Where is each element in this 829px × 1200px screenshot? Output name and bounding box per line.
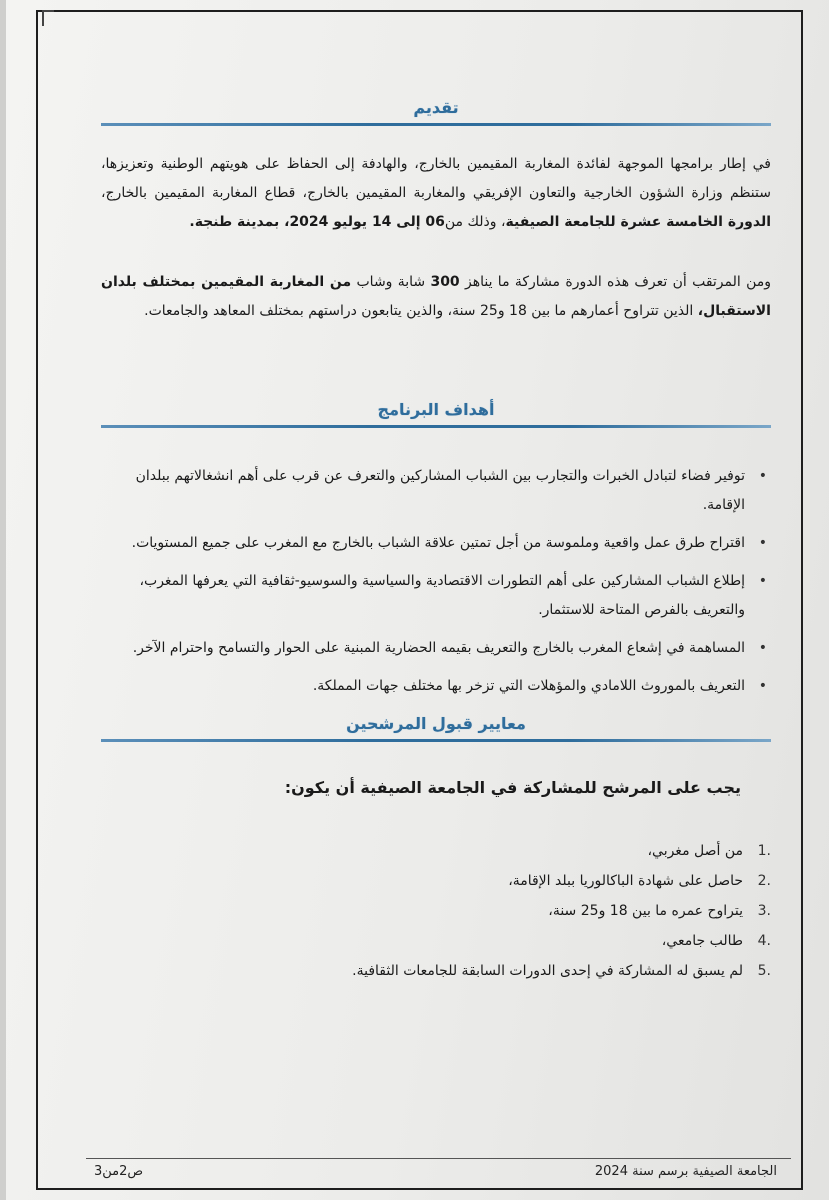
corner-mark — [42, 10, 54, 26]
goal-item: • إطلاع الشباب المشاركين على أهم التطورات الاقتصادية والسياسية والسوسيو-ثقافية التي يعرفها المغرب، والتعريف بالفرص المتاحة للاستثمار. — [101, 567, 771, 625]
footer-title: الجامعة الصيفية برسم سنة 2024 — [594, 1164, 777, 1179]
intro-p2-text: ومن المرتقب أن تعرف هذه الدورة مشاركة ما يناهز — [459, 274, 772, 290]
criteria-rule — [101, 739, 771, 742]
criteria-list — [101, 840, 771, 990]
criteria-text: لم يسبق له المشاركة في إحدى الدورات السابقة للجامعات الثقافية. — [352, 963, 743, 979]
goals-rule — [101, 425, 771, 428]
criteria-text: حاصل على شهادة الباكالوريا ببلد الإقامة، — [508, 873, 743, 889]
criteria-number: 3. — [757, 903, 771, 919]
criteria-text: من أصل مغربي، — [647, 843, 743, 859]
intro-p1-dates: 06 إلى 14 يوليو 2024، بمدينة طنجة. — [189, 214, 445, 230]
criteria-item — [101, 900, 771, 922]
criteria-number: 5. — [757, 963, 771, 979]
criteria-text: طالب جامعي، — [661, 933, 743, 949]
goal-item: • اقتراح طرق عمل واقعية وملموسة من أجل تمتين علاقة الشباب بالخارج مع المغرب على جميع المستويات. — [101, 529, 771, 558]
criteria-item — [101, 930, 771, 952]
criteria-item — [101, 840, 771, 862]
criteria-text: يتراوح عمره ما بين 18 و25 سنة، — [548, 903, 743, 919]
criteria-number: 2. — [757, 873, 771, 889]
intro-title: تقديم — [413, 98, 459, 117]
intro-p2-bold: من المغاربة المقيمين بمختلف بلدان الاستقبال، — [101, 274, 771, 319]
criteria-item — [101, 870, 771, 892]
criteria-number: 4. — [757, 933, 771, 949]
goals-heading — [101, 400, 771, 428]
goals-title: أهداف البرنامج — [377, 400, 495, 419]
intro-rule — [101, 123, 771, 126]
intro-p1-text: في إطار برامجها الموجهة لفائدة المغاربة المقيمين بالخارج، والهادفة إلى الحفاظ على هويتهم الوطنية وتعزيزها، ستنظم وزارة الشؤون الخارجية والتعاون الإفريقي والمغاربة المقيمين بالخارج، قطاع المغاربة المقيمين بالخارج، — [101, 156, 771, 201]
criteria-title: معايير قبول المرشحين — [346, 714, 526, 733]
intro-p2-text-2: شابة وشاب — [351, 274, 431, 290]
goal-item: • التعريف بالموروث اللامادي والمؤهلات التي تزخر بها مختلف جهات المملكة. — [101, 672, 771, 701]
footer-rule — [86, 1158, 791, 1159]
criteria-item — [101, 960, 771, 982]
goal-item: • توفير فضاء لتبادل الخبرات والتجارب بين الشباب المشاركين والتعرف عن قرب على أهم انشغالاتهم ببلدان الإقامة. — [101, 462, 771, 520]
intro-p2-text-3: الذين تتراوح أعمارهم ما بين 18 و25 سنة، والذين يتابعون دراستهم بمختلف المعاهد والجامعات. — [144, 303, 698, 319]
document-page — [6, 0, 829, 1200]
intro-paragraph-1 — [101, 150, 771, 237]
goal-item: • المساهمة في إشعاع المغرب بالخارج والتعريف بقيمه الحضارية المبنية على الحوار والتسامح واحترام الآخر. — [101, 634, 771, 663]
intro-heading — [101, 98, 771, 126]
criteria-heading — [101, 714, 771, 742]
intro-paragraph-2 — [101, 268, 771, 326]
criteria-intro: يجب على المرشح للمشاركة في الجامعة الصيفية أن يكون: — [284, 778, 741, 797]
intro-p1-bold: الدورة الخامسة عشرة للجامعة الصيفية — [505, 214, 771, 230]
page-number: ص2من3 — [94, 1164, 144, 1179]
goals-list — [101, 462, 771, 710]
criteria-number: 1. — [757, 843, 771, 859]
intro-p1-text-2: ، وذلك من — [444, 214, 506, 230]
intro-p2-count: 300 — [430, 274, 460, 290]
